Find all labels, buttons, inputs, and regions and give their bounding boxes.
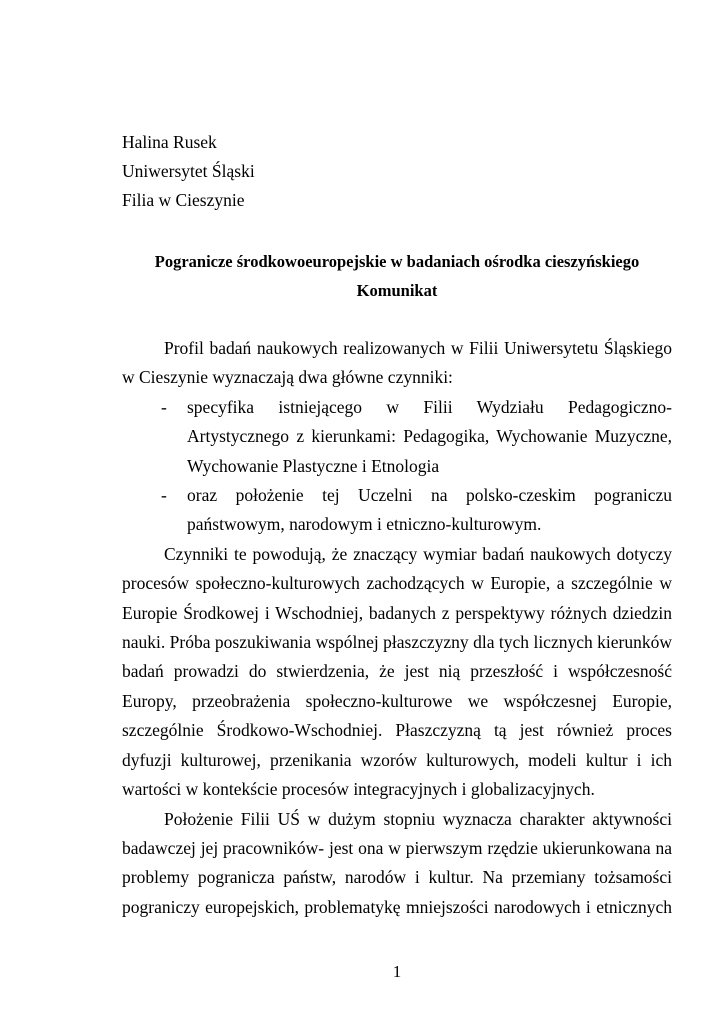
author-name: Halina Rusek [122,132,217,152]
document-subtitle: Komunikat [356,281,438,300]
author-block [122,128,672,215]
list-item-text: specyfika istniejącego w Filii Wydziału Pedagogiczno-Artystycznego z kierunkami: Pedagogika, Wychowanie Muzyczne, Wychowanie Plastyczne i Etnologia [187,396,672,476]
list-item-text: oraz położenie tej Uczelni na polsko-czeskim pograniczu państwowym, narodowym i etniczno-kulturowym. [187,485,672,535]
list-dash: - [161,485,167,506]
author-university: Uniwersytet Śląski [122,161,255,181]
list-dash: - [161,396,167,417]
author-branch: Filia w Cieszynie [122,190,245,210]
body-paragraph: Czynniki te powodują, że znaczący wymiar badań naukowych dotyczy procesów społeczno-kulturowych zachodzących w Europie, a szczególnie w Europie Środkowej i Wschodniej, badanych z perspektywy różnych dziedzin nauki. Próba poszukiwania wspólnej płaszczyzny dla tych licznych kierunków badań prowadzi do stwierdzenia, że jest nią przeszłość i współczesność Europy, przeobrażenia społeczno-kulturowe we współczesnej Europie, szczególnie Środkowo-Wschodniej. Płaszczyzną tą jest również proces dyfuzji kulturowej, przenikania wzorów kulturowych, modeli kultur i ich wartości w kontekście procesów integracyjnych i globalizacyjnych. [122,543,672,800]
list-item [122,393,672,481]
intro-paragraph: Profil badań naukowych realizowanych w Filii Uniwersytetu Śląskiego w Cieszynie wyznaczają dwa główne czynniki: [122,338,672,388]
title-block [122,247,672,305]
document-title: Pogranicze środkowoeuropejskie w badaniach ośrodka cieszyńskiego [154,252,640,271]
factors-list [122,393,672,540]
list-item [122,481,672,540]
document-body [122,334,672,922]
body-paragraph: Położenie Filii UŚ w dużym stopniu wyznacza charakter aktywności badawczej jej pracowników- jest ona w pierwszym rzędzie ukierunkowana na problemy pogranicza państw, narodów i kultur. Na przemiany tożsamości pograniczy europejskich, problematykę mniejszości narodowych i etnicznych [122,808,672,917]
document-page [122,0,672,1024]
page-number: 1 [392,962,402,981]
